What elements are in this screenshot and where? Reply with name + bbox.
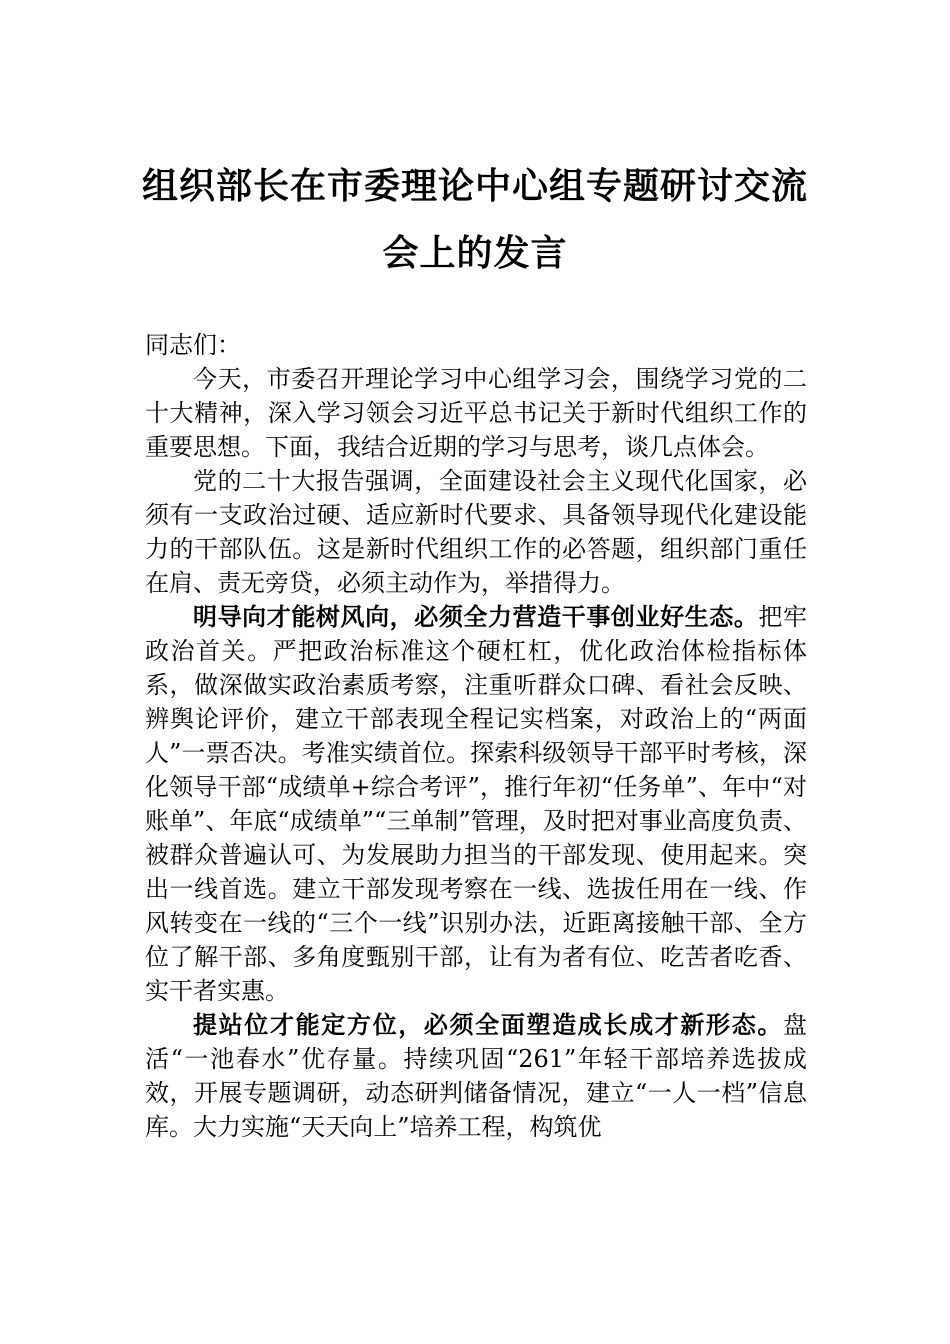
paragraph-context: 党的二十大报告强调，全面建设社会主义现代化国家，必须有一支政治过硬、适应新时代要求、具备领导现代化建设能力的干部队伍。这是新时代组织工作的必答题，组织部门重任在肩、责无旁贷，必须主动作为，举措得力。	[145, 467, 807, 597]
document-body	[145, 328, 807, 1144]
section-2-heading: 提站位才能定方位，必须全面塑造成长成才新形态。	[193, 1010, 783, 1039]
section-2-paragraph	[145, 1008, 807, 1144]
document-title-line-1: 组织部长在市委理论中心组专题研讨交流	[141, 165, 808, 207]
section-1-body: 把牢政治首关。严把政治标准这个硬杠杠，优化政治体检指标体系，做深做实政治素质考察，注重听群众口碑、看社会反映、辨舆论评价，建立干部表现全程记实档案，对政治上的“两面人”一票否决。考准实绩首位。探索科级领导干部平时考核，深化领导干部“成绩单+综合考评”，推行年初“任务单”、年中“对账单”、年底“成绩单”“三单制”管理，及时把对事业高度负责、被群众普遍认可、为发展助力担当的干部发现、使用起来。突出一线首选。建立干部发现考察在一线、选拔任用在一线、作风转变在一线的“三个一线”识别办法，近距离接触干部、全方位了解干部、多角度甄别干部，让有为者有位、吃苦者吃香、实干者实惠。	[145, 603, 808, 1005]
section-1-heading: 明导向才能树风向，必须全力营造干事创业好生态。	[193, 602, 759, 631]
document-title-line-2: 会上的发言	[382, 232, 568, 274]
paragraph-intro: 今天，市委召开理论学习中心组学习会，围绕学习党的二十大精神，深入学习领会习近平总书记关于新时代组织工作的重要思想。下面，我结合近期的学习与思考，谈几点体会。	[145, 365, 807, 461]
section-2-body: 盘活“一池春水”优存量。持续巩固“261”年轻干部培养选拔成效，开展专题调研，动态研判储备情况，建立“一人一档”信息库。大力实施“天天向上”培养工程，构筑优	[145, 1011, 807, 1141]
section-1-paragraph	[145, 600, 807, 1008]
salutation: 同志们：	[145, 331, 241, 359]
